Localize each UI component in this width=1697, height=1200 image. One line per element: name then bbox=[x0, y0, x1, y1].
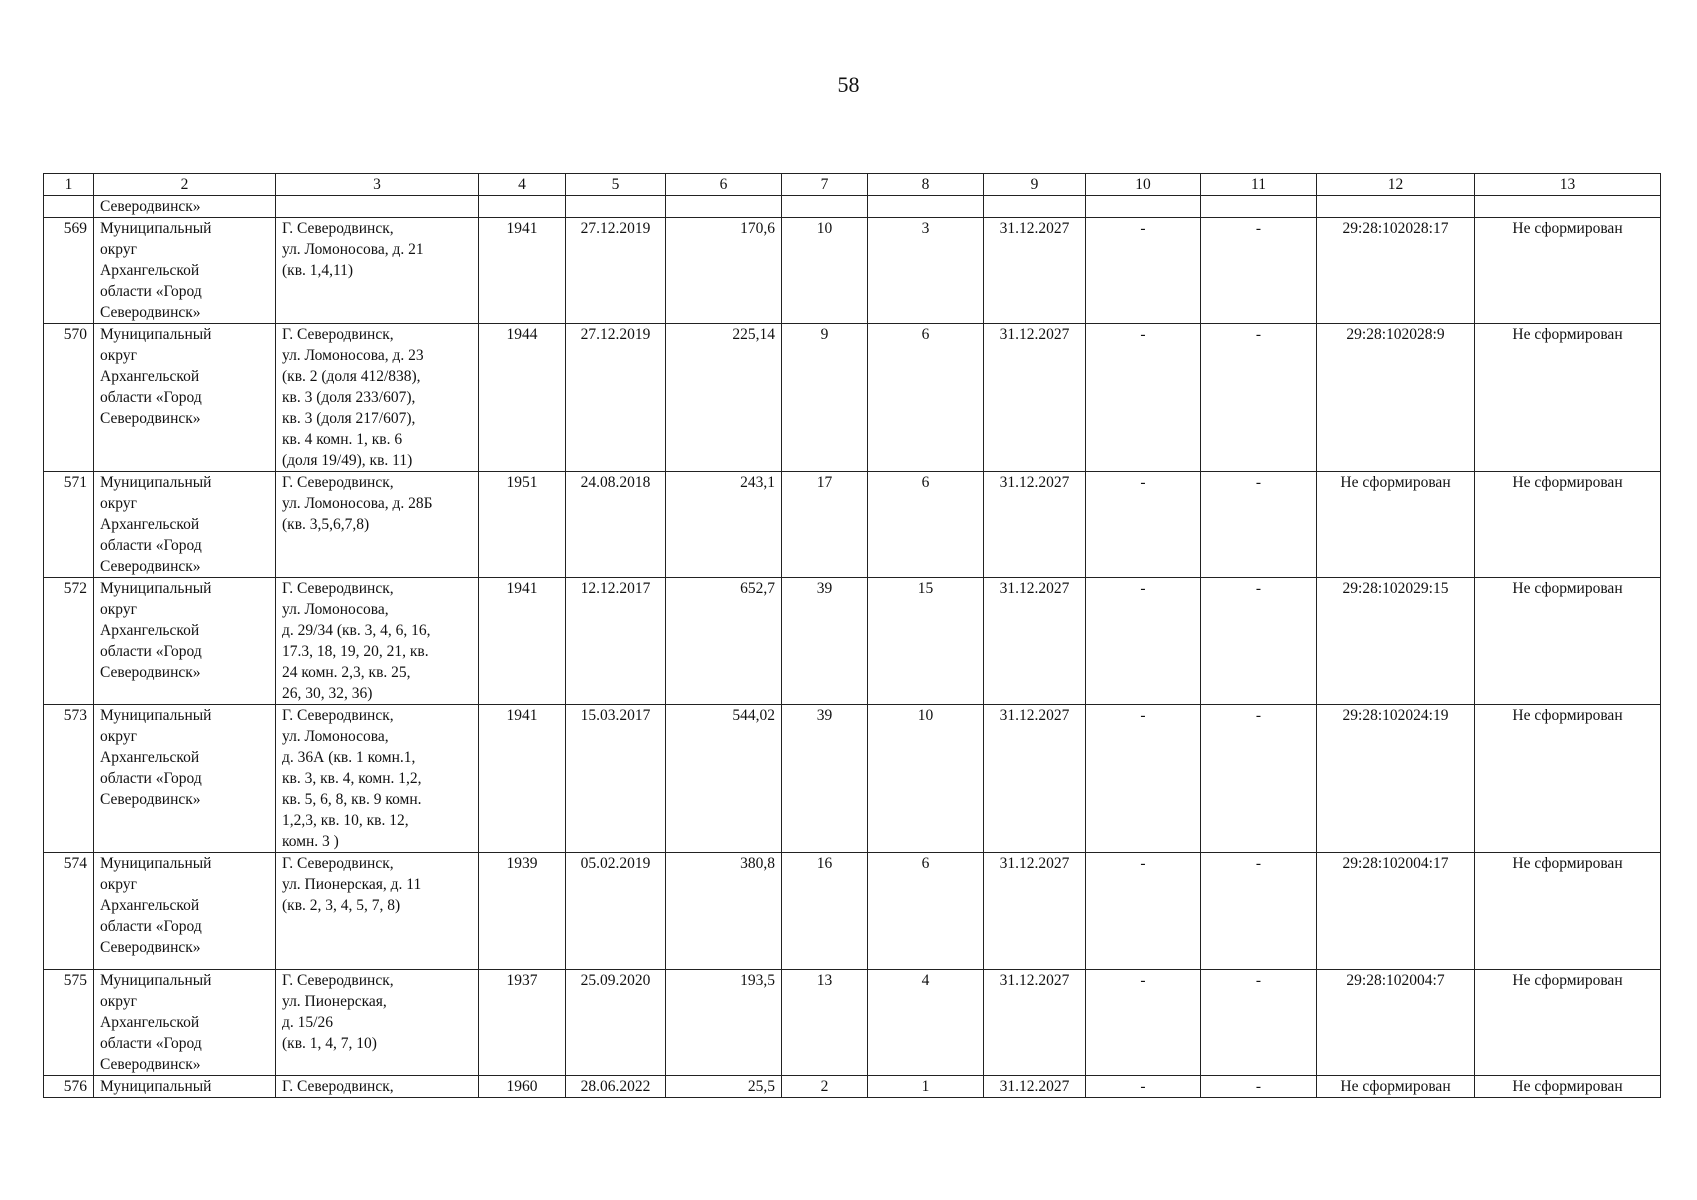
table-cell: 31.12.2027 bbox=[984, 472, 1086, 578]
table-cell: 3 bbox=[868, 218, 984, 324]
table-cell: 576 bbox=[44, 1076, 94, 1098]
column-header: 3 bbox=[276, 174, 479, 196]
table-row bbox=[44, 324, 1661, 472]
table-cell: - bbox=[1086, 324, 1201, 472]
column-header: 10 bbox=[1086, 174, 1201, 196]
table-cell bbox=[782, 196, 868, 218]
table-cell: Муниципальный округ Архангельской области «Город Северодвинск» bbox=[94, 705, 276, 853]
table-row bbox=[44, 472, 1661, 578]
table-cell: Г. Северодвинск, bbox=[276, 1076, 479, 1098]
table-cell: Муниципальный bbox=[94, 1076, 276, 1098]
table-cell: - bbox=[1086, 218, 1201, 324]
table-cell: Не сформирован bbox=[1475, 578, 1661, 705]
table-cell: 27.12.2019 bbox=[566, 218, 666, 324]
table-row bbox=[44, 853, 1661, 970]
table-row bbox=[44, 970, 1661, 1076]
table-cell: 2 bbox=[782, 1076, 868, 1098]
column-header: 6 bbox=[666, 174, 782, 196]
table-cell: - bbox=[1086, 970, 1201, 1076]
table-cell: Муниципальный округ Архангельской области «Город Северодвинск» bbox=[94, 218, 276, 324]
table-cell: 1944 bbox=[479, 324, 566, 472]
table-cell: - bbox=[1201, 853, 1317, 970]
column-header: 4 bbox=[479, 174, 566, 196]
table-cell: 29:28:102004:7 bbox=[1317, 970, 1475, 1076]
table-row bbox=[44, 705, 1661, 853]
table-cell: 29:28:102024:19 bbox=[1317, 705, 1475, 853]
table-cell: 6 bbox=[868, 853, 984, 970]
table-cell: Муниципальный округ Архангельской области «Город Северодвинск» bbox=[94, 324, 276, 472]
table-cell: 15.03.2017 bbox=[566, 705, 666, 853]
table-cell: Г. Северодвинск, ул. Ломоносова, д. 21 (кв. 1,4,11) bbox=[276, 218, 479, 324]
table-cell: 1941 bbox=[479, 578, 566, 705]
table-cell: Не сформирован bbox=[1317, 1076, 1475, 1098]
table-cell: 573 bbox=[44, 705, 94, 853]
table-cell: 1941 bbox=[479, 218, 566, 324]
column-header: 2 bbox=[94, 174, 276, 196]
table-cell: - bbox=[1201, 324, 1317, 472]
table-cell bbox=[1317, 196, 1475, 218]
table-cell: 31.12.2027 bbox=[984, 218, 1086, 324]
table-cell: Не сформирован bbox=[1317, 472, 1475, 578]
table-cell: 4 bbox=[868, 970, 984, 1076]
table-header-row bbox=[44, 174, 1661, 196]
table-cell: Не сформирован bbox=[1475, 218, 1661, 324]
table-cell: 31.12.2027 bbox=[984, 324, 1086, 472]
table-row bbox=[44, 218, 1661, 324]
table-cell: 170,6 bbox=[666, 218, 782, 324]
table-cell: 9 bbox=[782, 324, 868, 472]
table-cell: 544,02 bbox=[666, 705, 782, 853]
table-cell: 31.12.2027 bbox=[984, 970, 1086, 1076]
table-cell: 1 bbox=[868, 1076, 984, 1098]
table-cell bbox=[276, 196, 479, 218]
table-cell bbox=[1475, 196, 1661, 218]
table-cell bbox=[666, 196, 782, 218]
table-cell: - bbox=[1201, 578, 1317, 705]
table-row bbox=[44, 196, 1661, 218]
table-cell bbox=[1086, 196, 1201, 218]
table-cell bbox=[566, 196, 666, 218]
table-row bbox=[44, 578, 1661, 705]
table-cell: 31.12.2027 bbox=[984, 705, 1086, 853]
table-cell: - bbox=[1086, 853, 1201, 970]
table-cell: Г. Северодвинск, ул. Ломоносова, д. 23 (кв. 2 (доля 412/838), кв. 3 (доля 233/607), кв. 3 (доля 217/607), кв. 4 комн. 1, кв. 6 (доля 19/49), кв. 11) bbox=[276, 324, 479, 472]
table-cell bbox=[868, 196, 984, 218]
table-cell: Не сформирован bbox=[1475, 324, 1661, 472]
table-cell: 29:28:102004:17 bbox=[1317, 853, 1475, 970]
table-cell: 31.12.2027 bbox=[984, 1076, 1086, 1098]
table-cell: - bbox=[1086, 578, 1201, 705]
table-cell: Г. Северодвинск, ул. Ломоносова, д. 36А (кв. 1 комн.1, кв. 3, кв. 4, комн. 1,2, кв. 5, 6, 8, кв. 9 комн. 1,2,3, кв. 10, кв. 12, комн. 3 ) bbox=[276, 705, 479, 853]
page-number: 58 bbox=[837, 72, 860, 97]
table-cell bbox=[1201, 196, 1317, 218]
table-cell: 1937 bbox=[479, 970, 566, 1076]
table-cell: 27.12.2019 bbox=[566, 324, 666, 472]
table-cell: 243,1 bbox=[666, 472, 782, 578]
table-cell: Не сформирован bbox=[1475, 1076, 1661, 1098]
table-cell: - bbox=[1201, 218, 1317, 324]
table-cell: 29:28:102028:17 bbox=[1317, 218, 1475, 324]
table-cell bbox=[479, 196, 566, 218]
table-cell: - bbox=[1086, 705, 1201, 853]
table-cell: Муниципальный округ Архангельской области «Город Северодвинск» bbox=[94, 472, 276, 578]
table-cell bbox=[984, 196, 1086, 218]
table-cell: 25.09.2020 bbox=[566, 970, 666, 1076]
table-cell: 31.12.2027 bbox=[984, 853, 1086, 970]
table-cell: 28.06.2022 bbox=[566, 1076, 666, 1098]
table-cell: - bbox=[1201, 472, 1317, 578]
table-cell: - bbox=[1201, 970, 1317, 1076]
table-cell: 24.08.2018 bbox=[566, 472, 666, 578]
table-cell: 10 bbox=[868, 705, 984, 853]
table-cell: 29:28:102028:9 bbox=[1317, 324, 1475, 472]
table-cell: 13 bbox=[782, 970, 868, 1076]
table-cell: 10 bbox=[782, 218, 868, 324]
column-header: 7 bbox=[782, 174, 868, 196]
table-cell: 570 bbox=[44, 324, 94, 472]
table-cell: 1960 bbox=[479, 1076, 566, 1098]
table-cell: Г. Северодвинск, ул. Пионерская, д. 11 (кв. 2, 3, 4, 5, 7, 8) bbox=[276, 853, 479, 970]
table-cell: Г. Северодвинск, ул. Ломоносова, д. 29/34 (кв. 3, 4, 6, 16, 17.3, 18, 19, 20, 21, кв. 24 комн. 2,3, кв. 25, 26, 30, 32, 36) bbox=[276, 578, 479, 705]
table-cell: 569 bbox=[44, 218, 94, 324]
table-cell: 1939 bbox=[479, 853, 566, 970]
table-cell: 652,7 bbox=[666, 578, 782, 705]
table-cell: 29:28:102029:15 bbox=[1317, 578, 1475, 705]
table-cell: Не сформирован bbox=[1475, 853, 1661, 970]
column-header: 13 bbox=[1475, 174, 1661, 196]
table-cell: Не сформирован bbox=[1475, 472, 1661, 578]
table-cell: 12.12.2017 bbox=[566, 578, 666, 705]
table-cell: Муниципальный округ Архангельской области «Город Северодвинск» bbox=[94, 853, 276, 970]
table-cell: Не сформирован bbox=[1475, 970, 1661, 1076]
column-header: 8 bbox=[868, 174, 984, 196]
table-cell: 571 bbox=[44, 472, 94, 578]
table-cell: 15 bbox=[868, 578, 984, 705]
table-cell: 17 bbox=[782, 472, 868, 578]
table-cell: Муниципальный округ Архангельской области «Город Северодвинск» bbox=[94, 578, 276, 705]
table-cell: 225,14 bbox=[666, 324, 782, 472]
table-cell: - bbox=[1201, 705, 1317, 853]
table-cell: 16 bbox=[782, 853, 868, 970]
table-cell: 1941 bbox=[479, 705, 566, 853]
table-cell: 25,5 bbox=[666, 1076, 782, 1098]
table-cell: 572 bbox=[44, 578, 94, 705]
table-row bbox=[44, 1076, 1661, 1098]
table-cell: 575 bbox=[44, 970, 94, 1076]
table-cell: 574 bbox=[44, 853, 94, 970]
table-cell: Муниципальный округ Архангельской области «Город Северодвинск» bbox=[94, 970, 276, 1076]
column-header: 1 bbox=[44, 174, 94, 196]
table-cell: 31.12.2027 bbox=[984, 578, 1086, 705]
table-cell: Северодвинск» bbox=[94, 196, 276, 218]
table-cell: Не сформирован bbox=[1475, 705, 1661, 853]
column-header: 9 bbox=[984, 174, 1086, 196]
table-cell: - bbox=[1201, 1076, 1317, 1098]
column-header: 11 bbox=[1201, 174, 1317, 196]
table-cell: Г. Северодвинск, ул. Пионерская, д. 15/26 (кв. 1, 4, 7, 10) bbox=[276, 970, 479, 1076]
table-cell: Г. Северодвинск, ул. Ломоносова, д. 28Б (кв. 3,5,6,7,8) bbox=[276, 472, 479, 578]
table-cell: 380,8 bbox=[666, 853, 782, 970]
table-cell: - bbox=[1086, 472, 1201, 578]
column-header: 5 bbox=[566, 174, 666, 196]
column-header: 12 bbox=[1317, 174, 1475, 196]
table-cell: 6 bbox=[868, 324, 984, 472]
registry-table bbox=[43, 173, 1661, 1098]
table-cell: 05.02.2019 bbox=[566, 853, 666, 970]
table-cell: 39 bbox=[782, 705, 868, 853]
table-cell: 193,5 bbox=[666, 970, 782, 1076]
table-cell bbox=[44, 196, 94, 218]
table-cell: 39 bbox=[782, 578, 868, 705]
table-cell: 1951 bbox=[479, 472, 566, 578]
table-cell: 6 bbox=[868, 472, 984, 578]
table-cell: - bbox=[1086, 1076, 1201, 1098]
